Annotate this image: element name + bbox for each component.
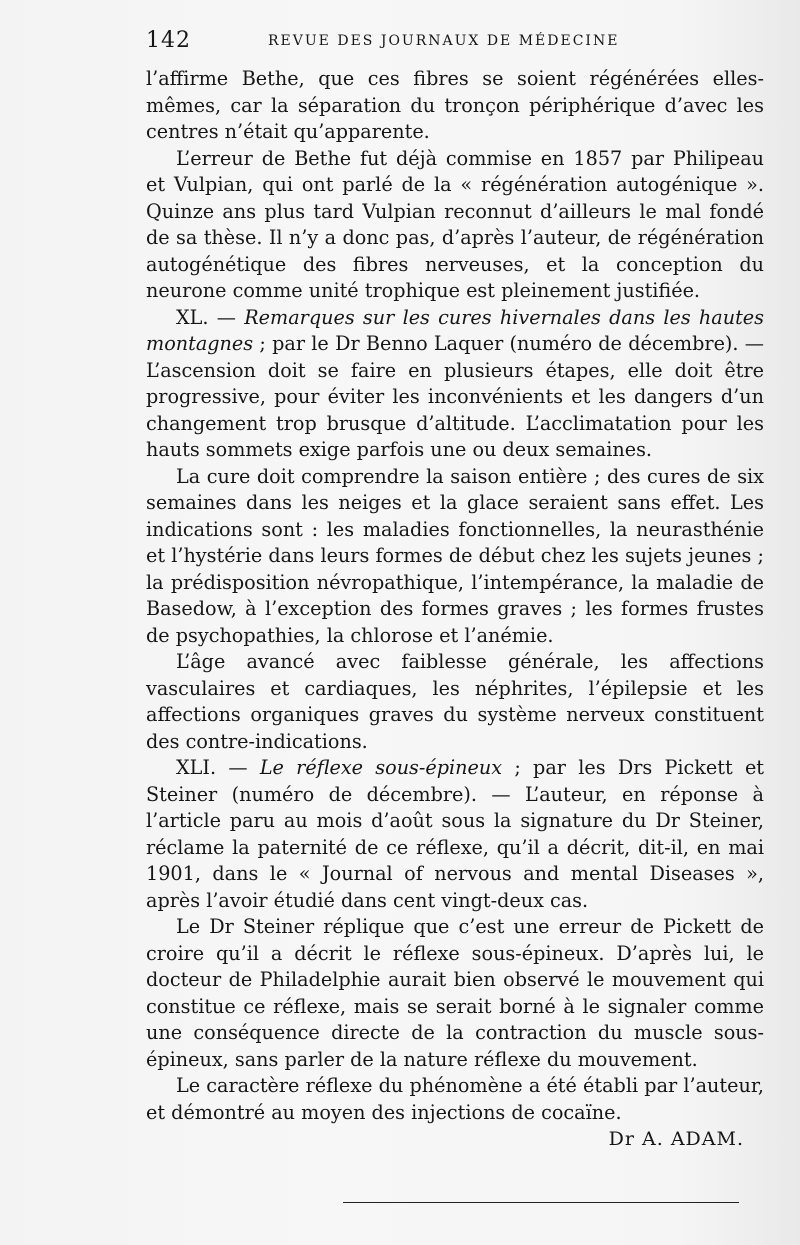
- section-text-xli: ; par les Drs Pickett et Steiner (numéro de décembre). — L’auteur, en réponse à l’article paru au mois d’août sous la signature du Dr Steiner, réclame la paternité de ce réflexe, qu’il a décrit, dit-il, en mai 1901, dans le « Journal of nervous and mental Diseases », après l’avoir étudié dans cent vingt-deux cas.: [146, 756, 765, 912]
- section-title-xli: Le réflexe sous-épineux: [259, 756, 503, 779]
- section-number-xl: XL. —: [176, 305, 245, 329]
- page-header: [146, 28, 736, 58]
- paragraph-7: Le Dr Steiner réplique que c’est une erreur de Pickett de croire qu’il a décrit le réflexe sous-épineux. D’après lui, le docteur de Philadelphie aurait bien observé le mouvement qui constitue ce réflexe, mais se serait borné à le signaler comme une conséquence directe de la contraction du muscle sous-épineux, sans parler de la nature réflexe du mouvement.: [146, 915, 764, 1071]
- author-signature: Dr A. ADAM.: [608, 1128, 744, 1150]
- paragraph-8: Le caractère réflexe du phénomène a été établi par l’auteur, et démontré au moyen des injections de cocaïne.: [146, 1074, 764, 1124]
- paragraph-xli: [146, 755, 764, 914]
- paragraph-xl: [146, 305, 764, 464]
- paragraph-4: La cure doit comprendre la saison entière ; des cures de six semaines dans les neiges et la glace seraient sans effet. Les indications sont : les maladies fonctionnelles, la neurasthénie et l’hystérie dans leurs formes de début chez les sujets jeunes ; la prédisposition névropathique, l’intempérance, la maladie de Basedow, à l’exception des formes graves ; les formes frustes de psychopathies, la chlorose et l’anémie.: [146, 464, 764, 647]
- end-rule: [343, 1202, 739, 1203]
- paragraph-1: l’affirme Bethe, que ces fibres se soient régénérées elles-mêmes, car la séparation du tronçon périphérique d’avec les centres n’était qu’apparente.: [146, 67, 764, 143]
- page-number: 142: [146, 28, 191, 53]
- article-body: [146, 66, 764, 1153]
- section-number-xli: XLI. —: [176, 756, 260, 779]
- section-text-xl: ; par le Dr Benno Laquer (numéro de décembre). — L’ascension doit se faire en plusieurs étapes, elle doit être progressive, pour éviter les inconvénients et les dangers d’un changement trop brusque d’altitude. L’acclimatation pour les hauts sommets exige parfois une ou deux semaines.: [146, 332, 764, 461]
- running-title: REVUE DES JOURNAUX DE MÉDECINE: [268, 33, 620, 49]
- paragraph-2: L’erreur de Bethe fut déjà commise en 1857 par Philipeau et Vulpian, qui ont parlé de la « régénération autogénique ». Quinze ans plus tard Vulpian reconnut d’ailleurs le mal fondé de sa thèse. Il n’y a donc pas, d’après l’auteur, de régénération autogénétique des fibres nerveuses, et la conception du neurone comme unité trophique est pleinement justifiée.: [146, 146, 764, 302]
- paragraph-5: L’âge avancé avec faiblesse générale, les affections vasculaires et cardiaques, les néphrites, l’épilepsie et les affections organiques graves du système nerveux constituent des contre-indications.: [146, 650, 764, 753]
- section-title-xl: Remarques sur les cures hivernales dans les hautes montagnes: [146, 305, 765, 355]
